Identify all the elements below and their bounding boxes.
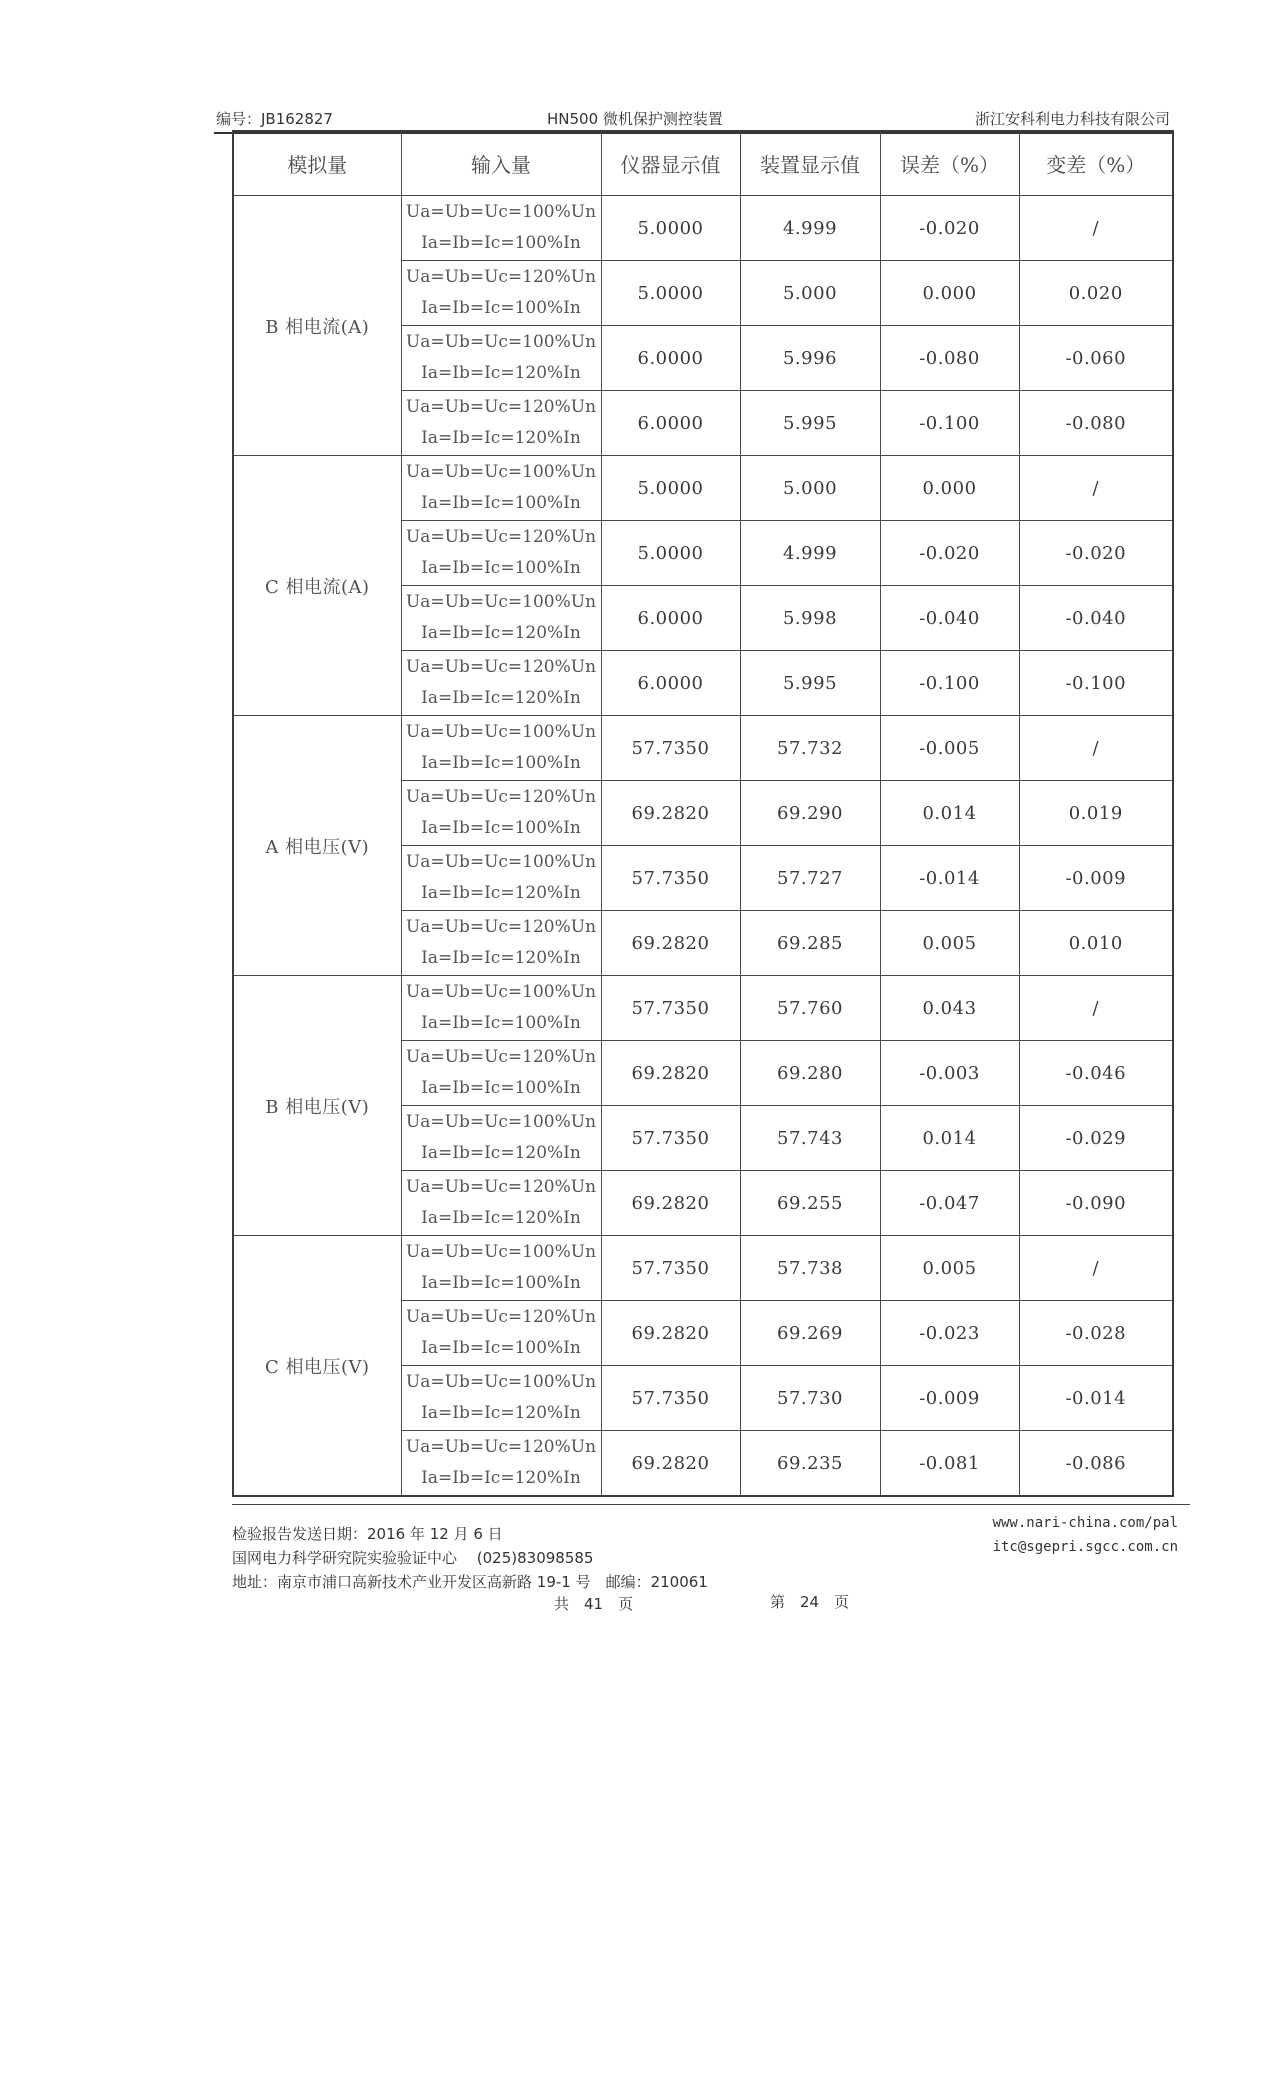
- input-condition: [401, 1106, 601, 1171]
- voltage-condition: Ua=Ub=Uc=120%Un: [405, 787, 597, 807]
- device-value: 57.730: [740, 1366, 880, 1431]
- variation-value: -0.086: [1019, 1431, 1173, 1497]
- voltage-condition: Ua=Ub=Uc=100%Un: [405, 1242, 597, 1262]
- instrument-value: 5.0000: [601, 196, 740, 261]
- voltage-condition: Ua=Ub=Uc=120%Un: [405, 1047, 597, 1067]
- table-body: [233, 196, 1173, 1497]
- voltage-condition: Ua=Ub=Uc=120%Un: [405, 1437, 597, 1457]
- device-value: 5.000: [740, 261, 880, 326]
- input-condition: [401, 1301, 601, 1366]
- voltage-condition: Ua=Ub=Uc=120%Un: [405, 657, 597, 677]
- device-value: 57.727: [740, 846, 880, 911]
- variation-value: /: [1019, 1236, 1173, 1301]
- instrument-value: 69.2820: [601, 1431, 740, 1497]
- report-title: HN500 微机保护测控装置: [547, 110, 723, 128]
- instrument-value: 6.0000: [601, 326, 740, 391]
- error-value: 0.005: [880, 911, 1019, 976]
- voltage-condition: Ua=Ub=Uc=100%Un: [405, 1112, 597, 1132]
- instrument-value: 57.7350: [601, 846, 740, 911]
- input-condition: [401, 716, 601, 781]
- voltage-condition: Ua=Ub=Uc=100%Un: [405, 332, 597, 352]
- error-value: -0.081: [880, 1431, 1019, 1497]
- current-condition: Ia=Ib=Ic=120%In: [421, 688, 581, 708]
- variation-value: -0.020: [1019, 521, 1173, 586]
- table-row: [233, 196, 1173, 261]
- error-value: 0.014: [880, 781, 1019, 846]
- error-value: -0.080: [880, 326, 1019, 391]
- device-value: 69.280: [740, 1041, 880, 1106]
- variation-value: /: [1019, 456, 1173, 521]
- instrument-value: 6.0000: [601, 586, 740, 651]
- current-condition: Ia=Ib=Ic=100%In: [421, 1273, 581, 1293]
- device-value: 57.760: [740, 976, 880, 1041]
- current-condition: Ia=Ib=Ic=120%In: [421, 623, 581, 643]
- voltage-condition: Ua=Ub=Uc=120%Un: [405, 397, 597, 417]
- error-value: 0.005: [880, 1236, 1019, 1301]
- instrument-value: 69.2820: [601, 1041, 740, 1106]
- error-value: -0.005: [880, 716, 1019, 781]
- input-condition: [401, 1431, 601, 1497]
- instrument-value: 57.7350: [601, 1236, 740, 1301]
- table-row: [233, 456, 1173, 521]
- variation-value: -0.080: [1019, 391, 1173, 456]
- column-header-input: 输入量: [401, 131, 601, 196]
- analog-quantity-label: B 相电流(A): [233, 196, 401, 456]
- instrument-value: 69.2820: [601, 1301, 740, 1366]
- device-value: 4.999: [740, 196, 880, 261]
- instrument-value: 57.7350: [601, 976, 740, 1041]
- error-value: -0.003: [880, 1041, 1019, 1106]
- instrument-value: 69.2820: [601, 781, 740, 846]
- column-header-analog: 模拟量: [233, 131, 401, 196]
- device-value: 5.995: [740, 651, 880, 716]
- error-value: -0.040: [880, 586, 1019, 651]
- table-row: [233, 1236, 1173, 1301]
- analog-quantity-label: A 相电压(V): [233, 716, 401, 976]
- input-condition: [401, 1041, 601, 1106]
- input-condition: [401, 846, 601, 911]
- error-value: -0.023: [880, 1301, 1019, 1366]
- current-condition: Ia=Ib=Ic=100%In: [421, 753, 581, 773]
- variation-value: /: [1019, 196, 1173, 261]
- input-condition: [401, 586, 601, 651]
- error-value: -0.020: [880, 196, 1019, 261]
- current-condition: Ia=Ib=Ic=100%In: [421, 1013, 581, 1033]
- variation-value: -0.046: [1019, 1041, 1173, 1106]
- input-condition: [401, 391, 601, 456]
- table-header-row: [233, 131, 1173, 196]
- table-row: [233, 976, 1173, 1041]
- current-condition: Ia=Ib=Ic=100%In: [421, 558, 581, 578]
- total-pages: 共 41 页: [554, 1595, 634, 1613]
- variation-value: -0.029: [1019, 1106, 1173, 1171]
- current-condition: Ia=Ib=Ic=120%In: [421, 1208, 581, 1228]
- variation-value: -0.028: [1019, 1301, 1173, 1366]
- email-link[interactable]: itc@sgepri.sgcc.com.cn: [992, 1539, 1178, 1555]
- input-condition: [401, 196, 601, 261]
- instrument-value: 6.0000: [601, 391, 740, 456]
- variation-value: -0.040: [1019, 586, 1173, 651]
- device-value: 5.000: [740, 456, 880, 521]
- error-value: -0.100: [880, 391, 1019, 456]
- analog-quantity-label: C 相电流(A): [233, 456, 401, 716]
- current-condition: Ia=Ib=Ic=100%In: [421, 493, 581, 513]
- device-value: 5.996: [740, 326, 880, 391]
- voltage-condition: Ua=Ub=Uc=120%Un: [405, 1177, 597, 1197]
- page-footer: [232, 1504, 1190, 1615]
- instrument-value: 5.0000: [601, 521, 740, 586]
- current-condition: Ia=Ib=Ic=100%In: [421, 818, 581, 838]
- variation-value: 0.010: [1019, 911, 1173, 976]
- instrument-value: 57.7350: [601, 1106, 740, 1171]
- input-condition: [401, 521, 601, 586]
- input-condition: [401, 911, 601, 976]
- current-condition: Ia=Ib=Ic=120%In: [421, 1468, 581, 1488]
- table-row: [233, 716, 1173, 781]
- variation-value: -0.090: [1019, 1171, 1173, 1236]
- company-name: 浙江安科利电力科技有限公司: [974, 110, 1170, 128]
- device-value: 69.290: [740, 781, 880, 846]
- instrument-value: 5.0000: [601, 456, 740, 521]
- voltage-condition: Ua=Ub=Uc=100%Un: [405, 462, 597, 482]
- column-header-variation: 变差（%）: [1019, 131, 1173, 196]
- report-code: 编号：JB162827: [216, 110, 333, 128]
- input-condition: [401, 1366, 601, 1431]
- error-value: 0.014: [880, 1106, 1019, 1171]
- device-value: 5.998: [740, 586, 880, 651]
- variation-value: 0.020: [1019, 261, 1173, 326]
- current-condition: Ia=Ib=Ic=100%In: [421, 233, 581, 253]
- voltage-condition: Ua=Ub=Uc=100%Un: [405, 852, 597, 872]
- input-condition: [401, 1236, 601, 1301]
- voltage-condition: Ua=Ub=Uc=100%Un: [405, 202, 597, 222]
- voltage-condition: Ua=Ub=Uc=120%Un: [405, 267, 597, 287]
- instrument-value: 5.0000: [601, 261, 740, 326]
- current-condition: Ia=Ib=Ic=100%In: [421, 1078, 581, 1098]
- device-value: 57.732: [740, 716, 880, 781]
- variation-value: -0.060: [1019, 326, 1173, 391]
- voltage-condition: Ua=Ub=Uc=120%Un: [405, 917, 597, 937]
- address: 地址：南京市浦口高新技术产业开发区高新路 19-1 号 邮编：210061: [232, 1573, 708, 1591]
- current-condition: Ia=Ib=Ic=100%In: [421, 1338, 581, 1358]
- column-header-instrument: 仪器显示值: [601, 131, 740, 196]
- voltage-condition: Ua=Ub=Uc=120%Un: [405, 527, 597, 547]
- current-condition: Ia=Ib=Ic=120%In: [421, 883, 581, 903]
- error-value: 0.000: [880, 456, 1019, 521]
- variation-value: -0.009: [1019, 846, 1173, 911]
- input-condition: [401, 456, 601, 521]
- device-value: 57.738: [740, 1236, 880, 1301]
- voltage-condition: Ua=Ub=Uc=100%Un: [405, 722, 597, 742]
- error-value: -0.014: [880, 846, 1019, 911]
- error-value: -0.020: [880, 521, 1019, 586]
- website-link[interactable]: www.nari-china.com/pal: [992, 1515, 1178, 1531]
- device-value: 69.235: [740, 1431, 880, 1497]
- instrument-value: 6.0000: [601, 651, 740, 716]
- variation-value: /: [1019, 976, 1173, 1041]
- device-value: 5.995: [740, 391, 880, 456]
- analog-quantity-label: C 相电压(V): [233, 1236, 401, 1497]
- variation-value: /: [1019, 716, 1173, 781]
- variation-value: 0.019: [1019, 781, 1173, 846]
- variation-value: -0.100: [1019, 651, 1173, 716]
- page-number: 第 24 页: [770, 1593, 850, 1611]
- voltage-condition: Ua=Ub=Uc=120%Un: [405, 1307, 597, 1327]
- voltage-condition: Ua=Ub=Uc=100%Un: [405, 1372, 597, 1392]
- measurement-table: [232, 130, 1174, 1497]
- current-condition: Ia=Ib=Ic=120%In: [421, 428, 581, 448]
- instrument-value: 69.2820: [601, 1171, 740, 1236]
- voltage-condition: Ua=Ub=Uc=100%Un: [405, 592, 597, 612]
- instrument-value: 57.7350: [601, 1366, 740, 1431]
- current-condition: Ia=Ib=Ic=120%In: [421, 948, 581, 968]
- current-condition: Ia=Ib=Ic=120%In: [421, 1403, 581, 1423]
- column-header-error: 误差（%）: [880, 131, 1019, 196]
- analog-quantity-label: B 相电压(V): [233, 976, 401, 1236]
- current-condition: Ia=Ib=Ic=100%In: [421, 298, 581, 318]
- error-value: -0.009: [880, 1366, 1019, 1431]
- error-value: 0.043: [880, 976, 1019, 1041]
- error-value: 0.000: [880, 261, 1019, 326]
- instrument-value: 69.2820: [601, 911, 740, 976]
- device-value: 69.269: [740, 1301, 880, 1366]
- device-value: 69.285: [740, 911, 880, 976]
- error-value: -0.100: [880, 651, 1019, 716]
- voltage-condition: Ua=Ub=Uc=100%Un: [405, 982, 597, 1002]
- input-condition: [401, 1171, 601, 1236]
- current-condition: Ia=Ib=Ic=120%In: [421, 1143, 581, 1163]
- current-condition: Ia=Ib=Ic=120%In: [421, 363, 581, 383]
- device-value: 4.999: [740, 521, 880, 586]
- variation-value: -0.014: [1019, 1366, 1173, 1431]
- input-condition: [401, 976, 601, 1041]
- error-value: -0.047: [880, 1171, 1019, 1236]
- test-center: 国网电力科学研究院实验验证中心 (025)83098585: [232, 1549, 594, 1567]
- device-value: 69.255: [740, 1171, 880, 1236]
- send-date: 检验报告发送日期：2016 年 12 月 6 日: [232, 1525, 503, 1543]
- instrument-value: 57.7350: [601, 716, 740, 781]
- input-condition: [401, 781, 601, 846]
- input-condition: [401, 261, 601, 326]
- column-header-device: 装置显示值: [740, 131, 880, 196]
- input-condition: [401, 326, 601, 391]
- device-value: 57.743: [740, 1106, 880, 1171]
- input-condition: [401, 651, 601, 716]
